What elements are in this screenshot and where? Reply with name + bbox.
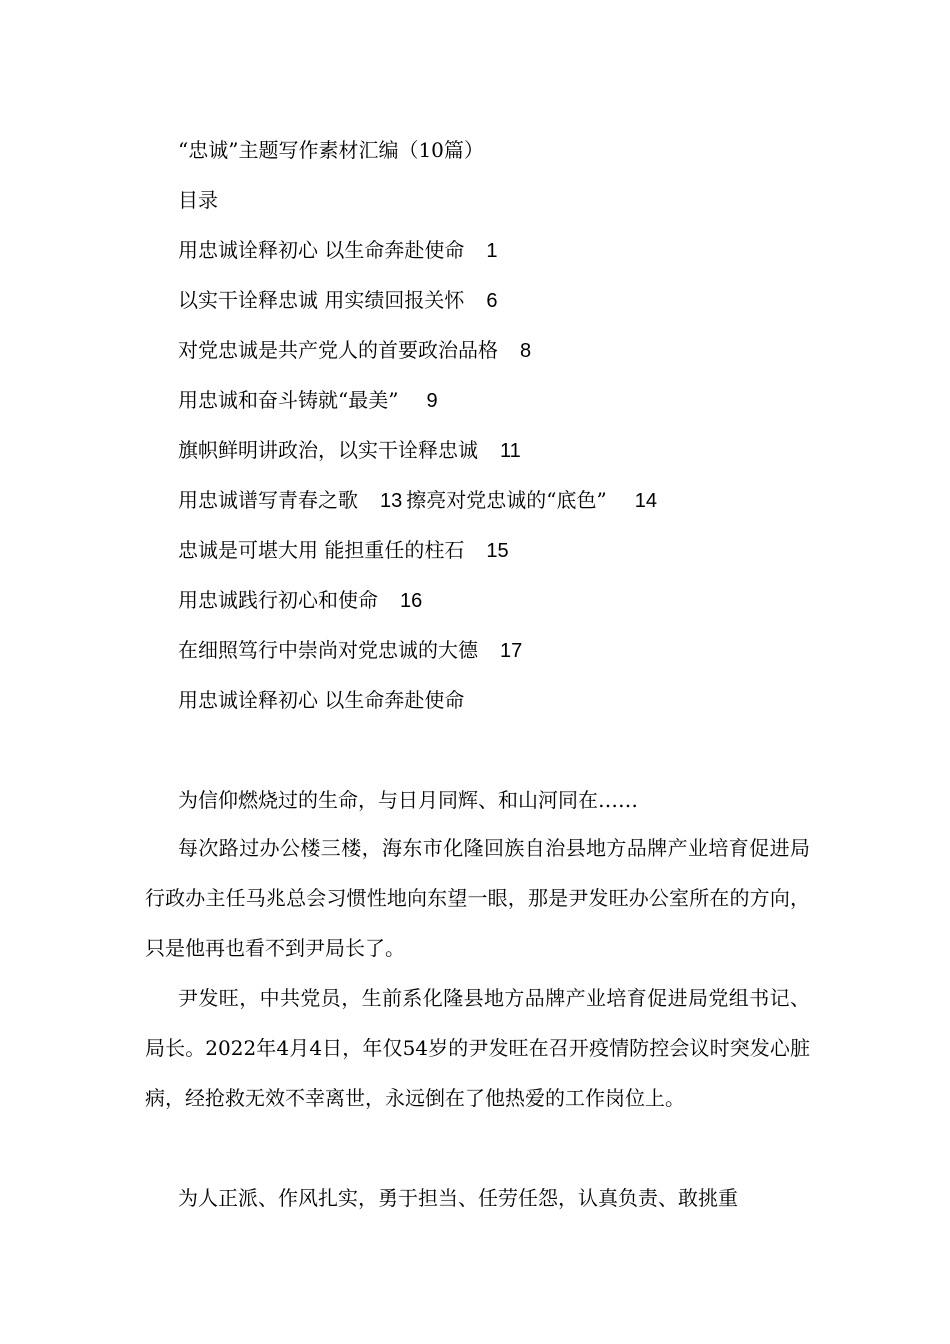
toc-entry-page-2: 14 xyxy=(634,490,657,512)
toc-entry-page: 11 xyxy=(500,440,521,462)
toc-entry-title: 对党忠诚是共产党人的首要政治品格 xyxy=(178,338,498,362)
toc-entry-title: 用忠诚和奋斗铸就“最美” xyxy=(178,388,399,412)
toc-entry-title: 在细照笃行中崇尚对党忠诚的大德 xyxy=(178,638,478,662)
body-paragraph: 每次路过办公楼三楼，海东市化隆回族自治县地方品牌产业培育促进局行政办主任马兆总会习惯性地向东望一眼，那是尹发旺办公室所在的方向，只是他再也看不到尹局长了。 xyxy=(145,836,810,960)
toc-entry[interactable] xyxy=(178,586,422,615)
toc-entry[interactable] xyxy=(178,436,521,465)
toc-entry-page: 17 xyxy=(500,640,523,662)
toc-entry-page: 9 xyxy=(426,390,438,412)
body-paragraph: 尹发旺，中共党员，生前系化隆县地方品牌产业培育促进局党组书记、局长。2022年4月4日，年仅54岁的尹发旺在召开疫情防控会议时突发心脏病，经抢救无效不幸离世，永远倒在了他热爱的工作岗位上。 xyxy=(145,986,810,1110)
toc-entry[interactable] xyxy=(178,636,522,665)
toc-entry-title: 用忠诚诠释初心 以生命奔赴使命 xyxy=(178,238,465,262)
toc-entry-page: 6 xyxy=(486,290,498,312)
toc-entry-title: 忠诚是可堪大用 能担重任的柱石 xyxy=(178,538,465,562)
toc-entry[interactable] xyxy=(178,236,497,265)
toc-entry[interactable] xyxy=(178,286,497,315)
toc-entry-title: 以实干诠释忠诚 用实绩回报关怀 xyxy=(178,288,465,312)
body-paragraph: 为信仰燃烧过的生命，与日月同辉、和山河同在…… xyxy=(178,788,638,812)
body-paragraph: 为人正派、作风扎实，勇于担当、任劳任怨，认真负责、敢挑重 xyxy=(178,1186,738,1210)
toc-entry-page: 15 xyxy=(486,540,509,562)
toc-entry-title: 旗帜鲜明讲政治，以实干诠释忠诚 xyxy=(178,438,478,462)
section-heading: 用忠诚诠释初心 以生命奔赴使命 xyxy=(178,688,465,712)
toc-entry[interactable] xyxy=(178,386,438,415)
toc-entry-title-2: 擦亮对党忠诚的“底色” xyxy=(406,488,607,512)
toc-entry-page: 13 xyxy=(380,490,403,512)
toc-heading: 目录 xyxy=(178,188,218,212)
toc-entry-page: 16 xyxy=(400,590,423,612)
toc-entry[interactable] xyxy=(178,336,531,365)
toc-entry-page: 1 xyxy=(486,240,498,262)
toc-entry-page: 8 xyxy=(520,340,532,362)
document-title: “忠诚”主题写作素材汇编（10篇） xyxy=(178,138,484,162)
toc-entry-title: 用忠诚谱写青春之歌 xyxy=(178,488,358,512)
toc-entry-title: 用忠诚践行初心和使命 xyxy=(178,588,378,612)
toc-entry[interactable] xyxy=(178,536,509,565)
toc-entry[interactable] xyxy=(178,486,657,515)
